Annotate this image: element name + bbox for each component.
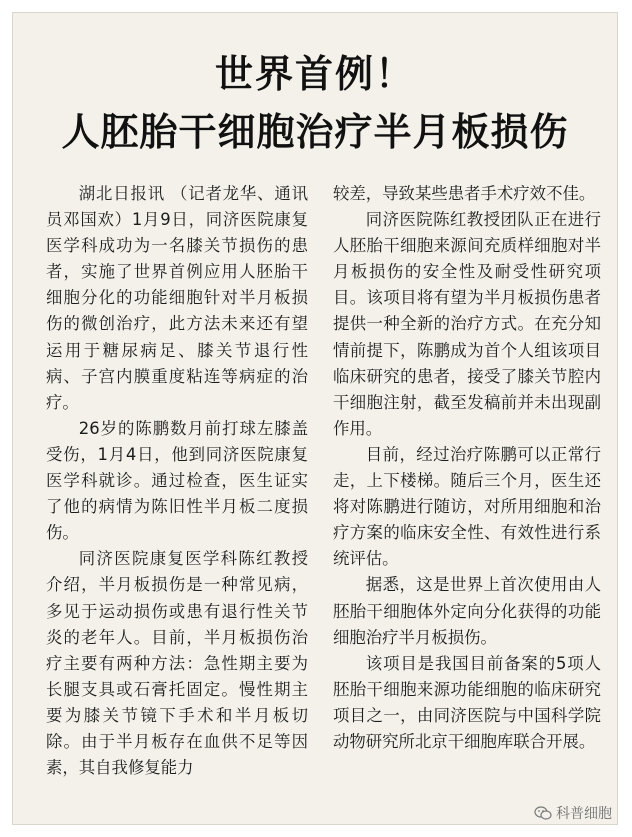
watermark-label: 科普细胞: [556, 806, 612, 822]
source-watermark: [534, 803, 612, 823]
article-paragraph: 据悉，这是世界上首次使用由人胚胎干细胞体外定向分化获得的功能细胞治疗半月板损伤。: [333, 575, 601, 647]
article-paragraph: 同济医院陈红教授团队正在进行人胚胎干细胞来源间充质样细胞对半月板损伤的安全性及耐受性研究项目。该项目将有望为半月板损伤患者提供一种全新的治疗方式。在充分知情前提下，陈鹏成为首个人组该项目临床研究的患者，接受了膝关节腔内干细胞注射，截至发稿前并未出现副作用。: [333, 210, 601, 438]
article-paragraph: 湖北日报讯 （记者龙华、通讯员邓国欢）1月9日，同济医院康复医学科成功为一名膝关节损伤的患者，实施了世界首例应用人胚胎干细胞分化的功能细胞针对半月板损伤的微创治疗，此方法未来还有望运用于糖尿病足、膝关节退行性病、子宫内膜重度粘连等病症的治疗。: [46, 184, 308, 412]
newspaper-clipping: [12, 12, 618, 825]
article-paragraph: 该项目是我国目前备案的5项人胚胎干细胞来源功能细胞的临床研究项目之一，由同济医院与中国科学院动物研究所北京干细胞库联合开展。: [333, 653, 601, 751]
article-column-right: [333, 181, 601, 755]
article-paragraph: 26岁的陈鹏数月前打球左膝盖受伤，1月4日，他到同济医院康复医学科就诊。通过检查，医生证实了他的病情为陈旧性半月板二度损伤。: [46, 418, 308, 543]
article-column-left: [46, 181, 308, 781]
wechat-icon: [534, 806, 552, 820]
article-paragraph-continuation: 较差，导致某些患者手术疗效不佳。: [333, 184, 596, 203]
article-paragraph: 目前，经过治疗陈鹏可以正常行走，上下楼梯。随后三个月，医生还将对陈鹏进行随访，对所用细胞和治疗方案的临床安全性、有效性进行系统评估。: [333, 444, 601, 569]
headline-line-1: 世界首例！: [214, 51, 415, 96]
article-paragraph: 同济医院康复医学科陈红教授介绍，半月板损伤是一种常见病，多见于运动损伤或患有退行性关节炎的老年人。目前，半月板损伤治疗主要有两种方法：急性期主要为长腿支具或石膏托固定。慢性期主要为膝关节镜下手术和半月板切除。由于半月板存在血供不足等因素，其自我修复能力: [46, 549, 308, 778]
headline-line-2: 人胚胎干细胞治疗半月板损伤: [61, 109, 569, 154]
